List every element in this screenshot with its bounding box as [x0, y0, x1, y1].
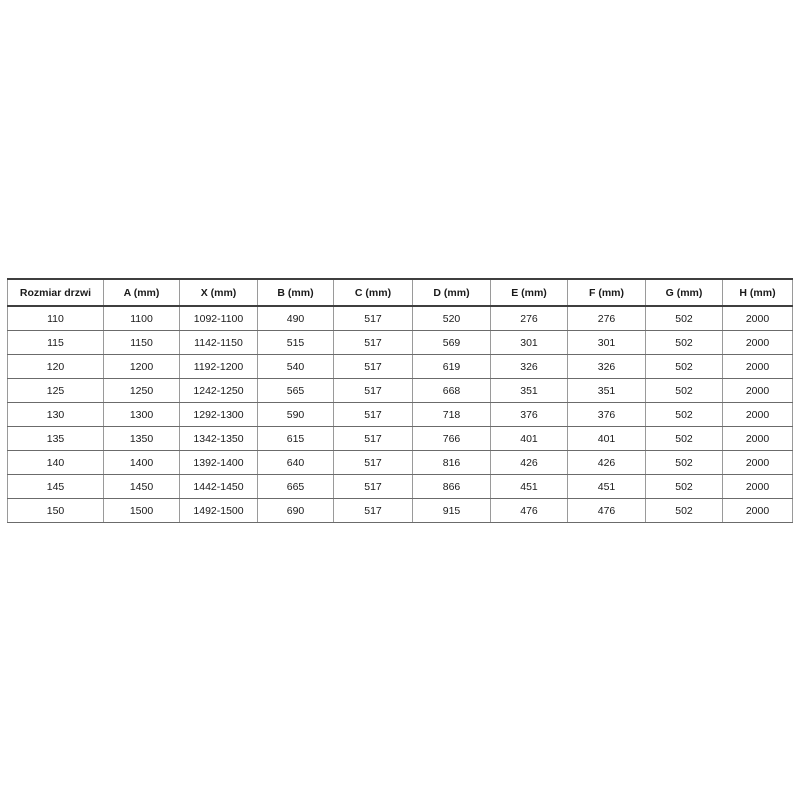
table-cell: 540 [258, 355, 334, 379]
table-cell: 615 [258, 427, 334, 451]
table-cell: 2000 [723, 306, 793, 331]
table-row [8, 499, 793, 523]
table-cell: 565 [258, 379, 334, 403]
table-cell: 351 [491, 379, 568, 403]
table-cell: 517 [334, 451, 413, 475]
table-cell: 1500 [104, 499, 180, 523]
table-cell: 451 [491, 475, 568, 499]
table-cell: 1392-1400 [180, 451, 258, 475]
column-header-0: Rozmiar drzwi [8, 279, 104, 306]
table-cell: 502 [646, 306, 723, 331]
table-cell: 1150 [104, 331, 180, 355]
table-cell: 668 [413, 379, 491, 403]
column-header-4: C (mm) [334, 279, 413, 306]
table-cell: 502 [646, 427, 723, 451]
table-cell: 1250 [104, 379, 180, 403]
table-cell: 502 [646, 499, 723, 523]
table-cell: 401 [568, 427, 646, 451]
table-cell: 426 [568, 451, 646, 475]
table-cell: 130 [8, 403, 104, 427]
table-cell: 376 [491, 403, 568, 427]
table-cell: 1450 [104, 475, 180, 499]
table-cell: 1442-1450 [180, 475, 258, 499]
table-cell: 517 [334, 499, 413, 523]
table-cell: 640 [258, 451, 334, 475]
column-header-7: F (mm) [568, 279, 646, 306]
table-cell: 490 [258, 306, 334, 331]
table-cell: 115 [8, 331, 104, 355]
table-cell: 517 [334, 427, 413, 451]
table-cell: 718 [413, 403, 491, 427]
table-row [8, 403, 793, 427]
column-header-3: B (mm) [258, 279, 334, 306]
table-cell: 2000 [723, 355, 793, 379]
table-cell: 502 [646, 451, 723, 475]
table-cell: 125 [8, 379, 104, 403]
table-cell: 517 [334, 331, 413, 355]
table-cell: 517 [334, 355, 413, 379]
table-cell: 326 [568, 355, 646, 379]
table-cell: 2000 [723, 475, 793, 499]
table-row [8, 355, 793, 379]
table-cell: 569 [413, 331, 491, 355]
table-cell: 351 [568, 379, 646, 403]
table-cell: 2000 [723, 379, 793, 403]
table-cell: 2000 [723, 499, 793, 523]
table-cell: 1192-1200 [180, 355, 258, 379]
table-cell: 301 [491, 331, 568, 355]
table-cell: 135 [8, 427, 104, 451]
table-cell: 120 [8, 355, 104, 379]
table-cell: 276 [491, 306, 568, 331]
column-header-6: E (mm) [491, 279, 568, 306]
column-header-8: G (mm) [646, 279, 723, 306]
table-cell: 690 [258, 499, 334, 523]
column-header-9: H (mm) [723, 279, 793, 306]
table-cell: 401 [491, 427, 568, 451]
table-cell: 520 [413, 306, 491, 331]
table-cell: 145 [8, 475, 104, 499]
table-cell: 502 [646, 379, 723, 403]
table-row [8, 331, 793, 355]
table-cell: 619 [413, 355, 491, 379]
table-cell: 301 [568, 331, 646, 355]
table-cell: 140 [8, 451, 104, 475]
column-header-5: D (mm) [413, 279, 491, 306]
table-cell: 376 [568, 403, 646, 427]
table-cell: 502 [646, 475, 723, 499]
column-header-2: X (mm) [180, 279, 258, 306]
table-cell: 1242-1250 [180, 379, 258, 403]
table-cell: 502 [646, 331, 723, 355]
table-row [8, 427, 793, 451]
table-cell: 276 [568, 306, 646, 331]
table-cell: 1350 [104, 427, 180, 451]
table-cell: 326 [491, 355, 568, 379]
table-cell: 502 [646, 403, 723, 427]
table-cell: 517 [334, 403, 413, 427]
table-cell: 866 [413, 475, 491, 499]
table-cell: 2000 [723, 427, 793, 451]
table-cell: 2000 [723, 403, 793, 427]
table-cell: 1200 [104, 355, 180, 379]
table-cell: 517 [334, 379, 413, 403]
table-cell: 110 [8, 306, 104, 331]
table-cell: 915 [413, 499, 491, 523]
table-cell: 665 [258, 475, 334, 499]
door-sizes-table [7, 278, 793, 523]
table-cell: 1142-1150 [180, 331, 258, 355]
table-cell: 476 [491, 499, 568, 523]
table-body [8, 306, 793, 523]
table-cell: 1492-1500 [180, 499, 258, 523]
table-cell: 515 [258, 331, 334, 355]
table-cell: 426 [491, 451, 568, 475]
table-cell: 150 [8, 499, 104, 523]
table-header-row [8, 279, 793, 306]
table-cell: 1400 [104, 451, 180, 475]
table-cell: 1092-1100 [180, 306, 258, 331]
table-cell: 502 [646, 355, 723, 379]
table-cell: 2000 [723, 451, 793, 475]
table-cell: 816 [413, 451, 491, 475]
table-cell: 451 [568, 475, 646, 499]
table-cell: 1292-1300 [180, 403, 258, 427]
column-header-1: A (mm) [104, 279, 180, 306]
table-row [8, 475, 793, 499]
table-cell: 517 [334, 306, 413, 331]
table-cell: 766 [413, 427, 491, 451]
table-row [8, 451, 793, 475]
table-row [8, 306, 793, 331]
table-cell: 1100 [104, 306, 180, 331]
table-cell: 517 [334, 475, 413, 499]
table-row [8, 379, 793, 403]
table-cell: 1342-1350 [180, 427, 258, 451]
table-cell: 1300 [104, 403, 180, 427]
table-cell: 590 [258, 403, 334, 427]
table-cell: 2000 [723, 331, 793, 355]
table-cell: 476 [568, 499, 646, 523]
